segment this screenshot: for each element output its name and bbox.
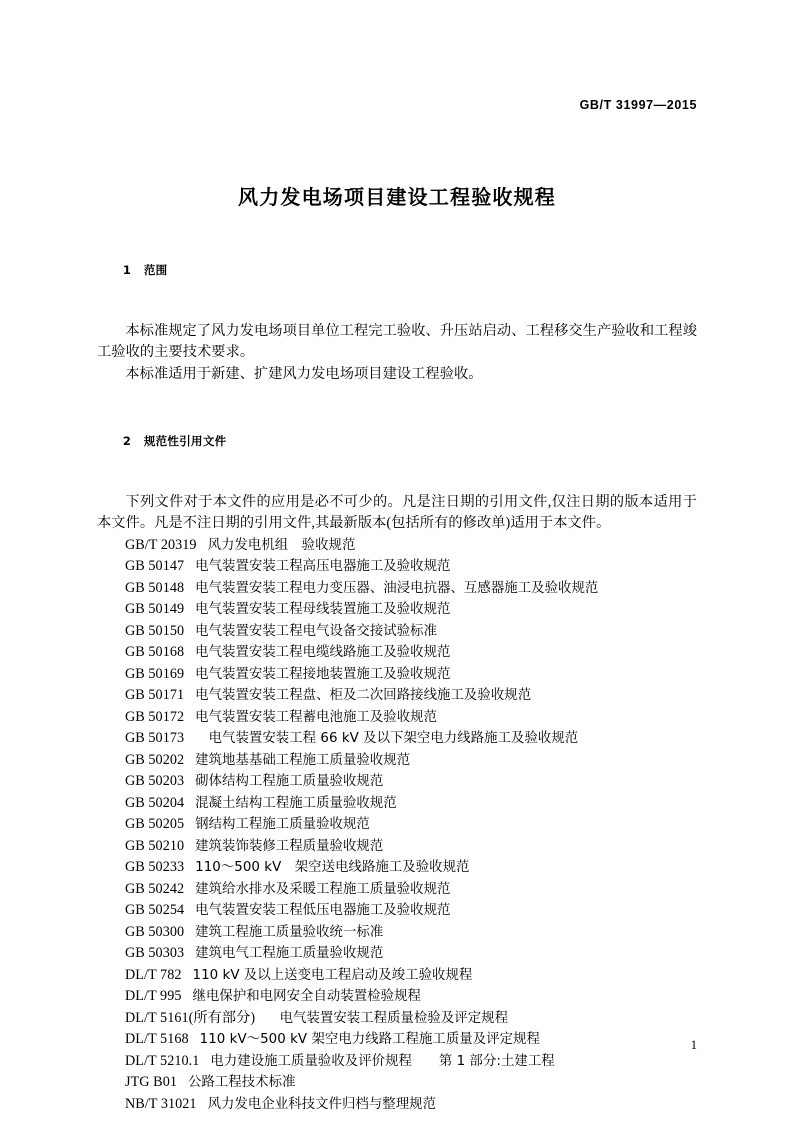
reference-item (97, 965, 697, 987)
reference-item (97, 814, 697, 836)
reference-title: 110～500 kV 架空送电线路施工及验收规范 (195, 860, 470, 875)
page-number: 1 (690, 1038, 697, 1052)
reference-item (97, 1051, 697, 1073)
clause-title-2: 规范性引用文件 (143, 433, 227, 448)
reference-code: GB 50150 (125, 622, 185, 639)
reference-item (97, 535, 697, 557)
reference-title: 110 kV 及以上送变电工程启动及竣工验收规程 (192, 967, 473, 983)
reference-code: GB 50202 (125, 751, 185, 768)
reference-item (97, 728, 697, 750)
reference-item (97, 556, 697, 578)
reference-item (97, 857, 697, 879)
reference-item (97, 922, 697, 944)
reference-code: GB 50205 (125, 816, 185, 832)
reference-title: 电气装置安装工程电力变压器、油浸电抗器、互感器施工及验收规范 (195, 580, 599, 596)
clause-title-1: 范围 (143, 262, 168, 277)
reference-item (97, 771, 697, 793)
clause-2-paragraph-1: 下列文件对于本文件的应用是必不可少的。凡是注日期的引用文件,仅注日期的版本适用于本文件。凡是不注日期的引用文件,其最新版本(包括所有的修改单)适用于本文件。 (97, 493, 697, 531)
reference-code: DL/T 5161(所有部分) (125, 1009, 256, 1026)
clause-number-2: 2 (122, 433, 132, 448)
reference-item (97, 793, 697, 815)
reference-title: 电气装置安装工程低压电器施工及验收规范 (195, 903, 451, 918)
reference-code: GB 50148 (125, 579, 185, 596)
reference-code: GB 50147 (125, 558, 185, 574)
reference-item (97, 879, 697, 901)
reference-item (97, 599, 697, 621)
spacer (97, 474, 697, 492)
reference-title: 建筑地基基础工程施工质量验收规范 (195, 752, 411, 768)
reference-title: 电气装置安装工程盘、柜及二次回路接线施工及验收规范 (195, 688, 532, 703)
reference-title: 电气装置安装工程质量检验及评定规程 (266, 1010, 509, 1026)
reference-title: 电力建设施工质量验收及评价规程 第 1 部分:土建工程 (210, 1053, 555, 1069)
reference-title: 公路工程技术标准 (187, 1075, 296, 1090)
reference-item (97, 664, 697, 686)
reference-title: 钢结构工程施工质量验收规范 (195, 817, 370, 832)
reference-item (97, 943, 697, 965)
clause-heading-1 (97, 238, 697, 303)
reference-code: GB 50169 (125, 665, 185, 682)
reference-code: GB 50204 (125, 794, 185, 811)
reference-code: JTG B01 (125, 1074, 177, 1090)
standard-code-header: GB/T 31997—2015 (579, 98, 697, 112)
reference-code: GB 50203 (125, 773, 185, 789)
reference-title: 风力发电机组 验收规范 (207, 537, 356, 553)
reference-code: DL/T 5210.1 (125, 1052, 200, 1069)
reference-item (97, 621, 697, 643)
reference-code: GB 50303 (125, 945, 185, 961)
document-body (97, 238, 697, 1115)
reference-title: 风力发电企业科技文件归档与整理规范 (207, 1096, 437, 1112)
reference-title: 建筑工程施工质量验收统一标准 (195, 924, 384, 940)
reference-code: GB 50254 (125, 902, 185, 918)
reference-item (97, 750, 697, 772)
reference-title: 电气装置安装工程高压电器施工及验收规范 (195, 559, 451, 574)
clause-1-paragraph-1: 本标准规定了风力发电场项目单位工程完工验收、升压站启动、工程移交生产验收和工程竣工验收的主要技术要求。 (97, 322, 697, 360)
reference-code: GB 50149 (125, 601, 185, 617)
reference-title: 混凝土结构工程施工质量验收规范 (195, 795, 397, 811)
reference-item (97, 836, 697, 858)
reference-code: DL/T 5168 (125, 1031, 189, 1047)
reference-title: 电气装置安装工程蓄电池施工及验收规范 (195, 709, 438, 725)
reference-title: 电气装置安装工程接地装置施工及验收规范 (195, 666, 451, 682)
document-title: 风力发电场项目建设工程验收规程 (238, 185, 556, 210)
reference-title: 建筑给水排水及采暖工程施工质量验收规范 (195, 881, 451, 897)
reference-code: GB 50210 (125, 837, 185, 854)
reference-code: GB 50173 (125, 730, 185, 746)
reference-code: GB 50242 (125, 880, 185, 897)
reference-code: GB 50233 (125, 859, 185, 875)
clause-number-1: 1 (122, 262, 132, 277)
reference-code: DL/T 995 (125, 988, 182, 1004)
spacer (97, 303, 697, 321)
reference-item (97, 1072, 697, 1094)
reference-item (97, 685, 697, 707)
spacer (97, 385, 697, 409)
reference-title: 电气装置安装工程电缆线路施工及验收规范 (195, 645, 451, 660)
reference-title: 砌体结构工程施工质量验收规范 (195, 774, 384, 789)
clause-1-paragraph-2: 本标准适用于新建、扩建风力发电场项目建设工程验收。 (125, 365, 483, 382)
reference-code: GB 50172 (125, 708, 185, 725)
reference-code: DL/T 782 (125, 966, 182, 983)
reference-title: 电气装置安装工程母线装置施工及验收规范 (195, 602, 451, 617)
reference-code: GB 50300 (125, 923, 185, 940)
reference-item (97, 642, 697, 664)
reference-code: GB/T 20319 (125, 536, 197, 553)
reference-title: 建筑电气工程施工质量验收规范 (195, 946, 384, 961)
reference-item (97, 986, 697, 1008)
reference-code: NB/T 31021 (125, 1095, 197, 1112)
reference-title: 电气装置安装工程 66 kV 及以下架空电力线路施工及验收规范 (195, 731, 579, 746)
reference-title: 建筑装饰装修工程质量验收规范 (195, 838, 384, 854)
reference-title: 电气装置安装工程电气设备交接试验标准 (195, 623, 438, 639)
reference-title: 110 kV～500 kV 架空电力线路工程施工质量及评定规程 (199, 1032, 540, 1047)
reference-item (97, 707, 697, 729)
reference-item (97, 1008, 697, 1030)
reference-item (97, 1094, 697, 1116)
reference-title: 继电保护和电网安全自动装置检验规程 (192, 989, 421, 1004)
reference-code: GB 50171 (125, 687, 185, 703)
reference-item (97, 578, 697, 600)
reference-code: GB 50168 (125, 644, 185, 660)
normative-reference-list (97, 535, 697, 1116)
reference-item (97, 900, 697, 922)
clause-heading-2 (97, 409, 697, 474)
